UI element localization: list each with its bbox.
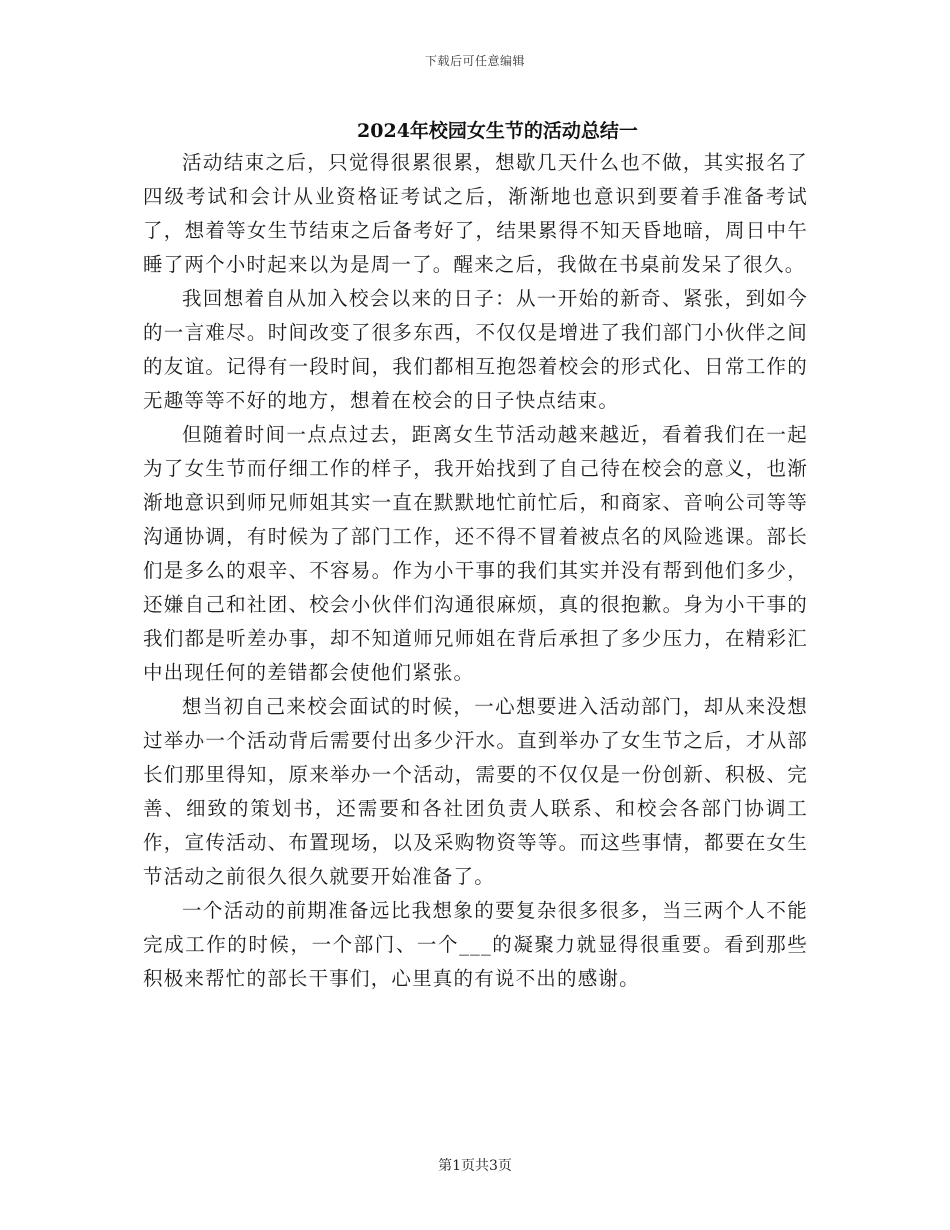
paragraph: 我回想着自从加入校会以来的日子：从一开始的新奇、紧张，到如今的一言难尽。时间改变了很多东西，不仅仅是增进了我们部门小伙伴之间的友谊。记得有一段时间，我们都相互抱怨着校会的形式化、日常工作的无趣等等不好的地方，想着在校会的日子快点结束。 [143,287,808,412]
document-body [143,146,808,996]
paragraph: 一个活动的前期准备远比我想象的要复杂很多很多，当三两个人不能完成工作的时候，一个部门、一个___的凝聚力就显得很重要。看到那些积极来帮忙的部长干事们，心里真的有说不出的感谢。 [143,899,808,990]
paragraph: 想当初自己来校会面试的时候，一心想要进入活动部门，却从来没想过举办一个活动背后需要付出多少汗水。直到举办了女生节之后，才从部长们那里得知，原来举办一个活动，需要的不仅仅是一份创新、积极、完善、细致的策划书，还需要和各社团负责人联系、和校会各部门协调工作，宣传活动、布置现场，以及采购物资等等。而这些事情，都要在女生节活动之前很久很久就要开始准备了。 [143,695,808,888]
document-title: 2024年校园女生节的活动总结一 [357,120,638,142]
header-note: 下载后可任意编辑 [424,54,525,68]
page-number: 第1页共3页 [438,1158,512,1174]
paragraph: 活动结束之后，只觉得很累很累，想歇几天什么也不做，其实报名了四级考试和会计从业资格证考试之后，渐渐地也意识到要着手准备考试了，想着等女生节结束之后备考好了，结果累得不知天昏地暗，周日中午睡了两个小时起来以为是周一了。醒来之后，我做在书桌前发呆了很久。 [143,151,808,276]
paragraph: 但随着时间一点点过去，距离女生节活动越来越近，看着我们在一起为了女生节而仔细工作的样子，我开始找到了自己待在校会的意义，也渐渐地意识到师兄师姐其实一直在默默地忙前忙后，和商家、音响公司等等沟通协调，有时候为了部门工作，还不得不冒着被点名的风险逃课。部长们是多么的艰辛、不容易。作为小干事的我们其实并没有帮到他们多少，还嫌自己和社团、校会小伙伴们沟通很麻烦，真的很抱歉。身为小干事的我们都是听差办事，却不知道师兄师姐在背后承担了多少压力，在精彩汇中出现任何的差错都会使他们紧张。 [143,423,808,684]
